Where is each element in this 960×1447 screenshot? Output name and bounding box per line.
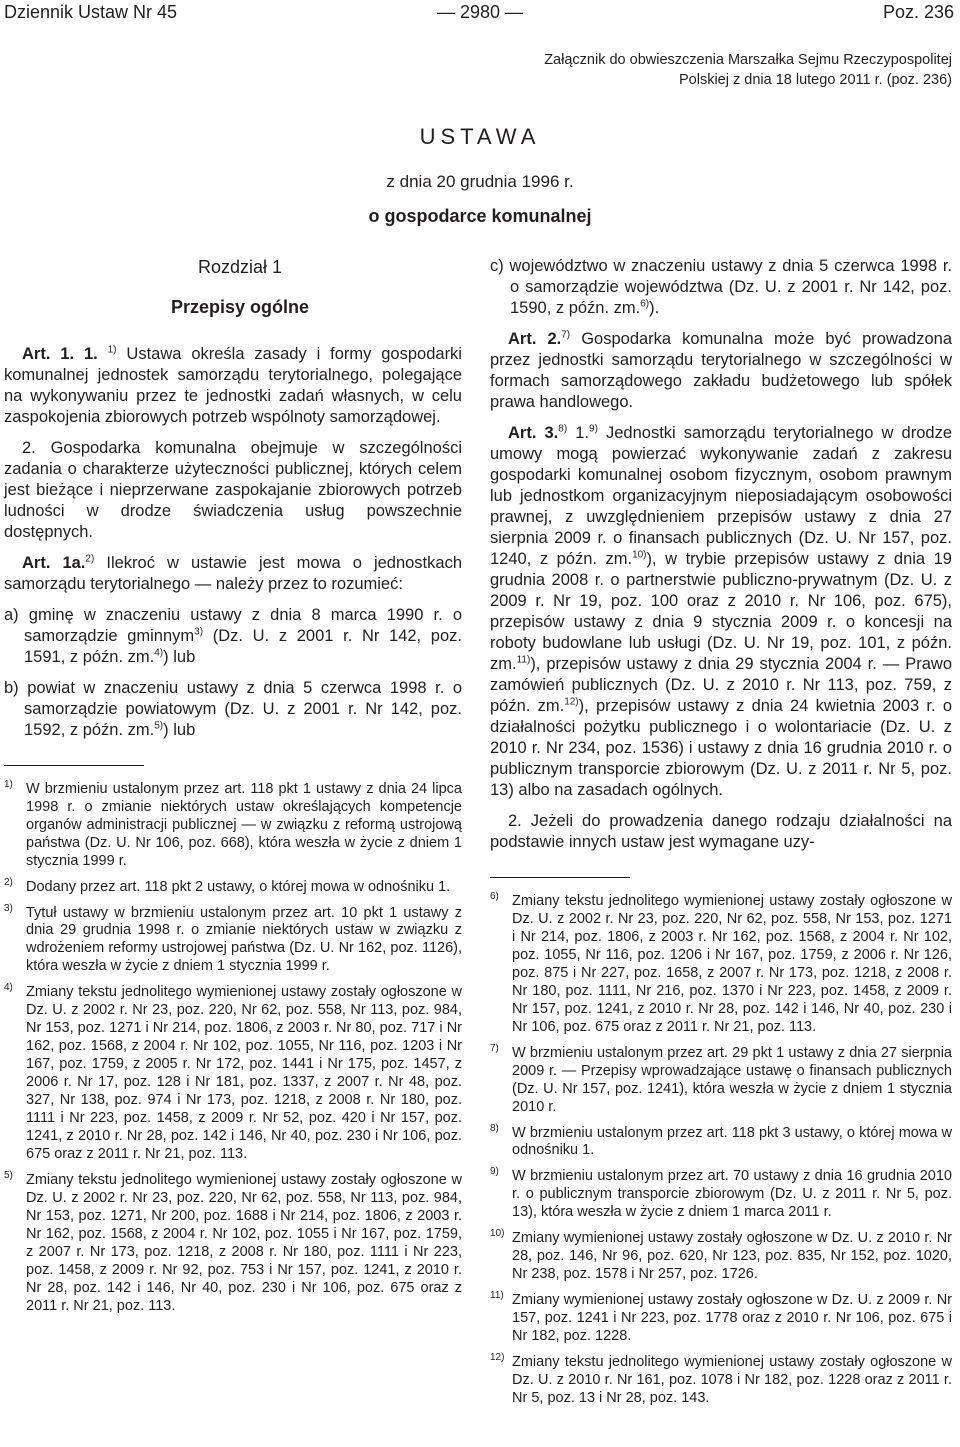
art-3-label: Art. 3.: [508, 424, 559, 442]
footnote: [490, 888, 952, 1036]
footnote-text: Zmiany tekstu jednolitego wymienionej ustawy zostały ogłoszone w Dz. U. z 2002 r. Nr 23, poz. 220, Nr 62, poz. 558, Nr 113, poz. 984, Nr 153, poz. 1271 i Nr 214, poz. 1806, z 2003 r. Nr 80, poz. 717 i Nr 162, poz. 1568, z 2004 r. Nr 102, poz. 1055, Nr 116, poz. 1203 i Nr 167, poz. 1759, z 2005 r. Nr 172, poz. 1441 i Nr 175, poz. 1457, z 2006 r. Nr 17, poz. 128 i Nr 181, poz. 1337, z 2007 r. Nr 48, poz. 327, Nr 138, poz. 974 i Nr 173, poz. 1218, z 2008 r. Nr 180, poz. 1111 i Nr 223, poz. 1458, z 2009 r. Nr 52, poz. 420 i Nr 157, poz. 1241, z 2010 r. Nr 28, poz. 142 i 146, Nr 40, poz. 230 i Nr 106, poz. 675 oraz z 2011 r. Nr 21, poz. 113.: [26, 984, 462, 1163]
act-subject: o gospodarce komunalnej: [368, 206, 592, 226]
footnote-text: Zmiany wymienionej ustawy zostały ogłoszone w Dz. U. z 2010 r. Nr 28, poz. 146, Nr 96, poz. 620, Nr 123, poz. 835, Nr 152, poz. 1020, Nr 238, poz. 1578 i Nr 257, poz. 1726.: [512, 1230, 952, 1283]
footnote-number: 2): [4, 876, 13, 888]
footnote-text: Zmiany tekstu jednolitego wymienionej ustawy zostały ogłoszone w Dz. U. z 2002 r. Nr 23, poz. 220, Nr 62, poz. 558, Nr 113, poz. 984, Nr 153, poz. 1271, Nr 200, poz. 1688 i Nr 214, poz. 1806, z 2003 r. Nr 162, poz. 1568, z 2004 r. Nr 102, poz. 1055 i Nr 167, poz. 1759, z 2007 r. Nr 173, poz. 1218, z 2008 r. Nr 180, poz. 1111 i Nr 223, poz. 1458, z 2009 r. Nr 92, poz. 753 i Nr 157, poz. 1241, z 2010 r. Nr 28, poz. 142 i 146, Nr 40, poz. 230 i Nr 106, poz. 675 oraz z 2011 r. Nr 21, poz. 113.: [26, 1172, 462, 1315]
chapter-number: Rozdział 1: [197, 257, 283, 277]
footnote: [4, 900, 462, 976]
footnote-number: 8): [490, 1122, 499, 1134]
footnote-ref: 6): [640, 298, 650, 310]
footnote-ref: 10): [632, 549, 647, 561]
footnote-number: 3): [4, 902, 13, 914]
footnote-text: W brzmieniu ustalonym przez art. 29 pkt 1 ustawy z dnia 27 sierpnia 2009 r. — Przepisy wprowadzające ustawę o finansach publicznych (Dz. U. Nr 157, poz. 1241), która weszła w życie z dniem 1 stycznia 2010 r.: [512, 1044, 952, 1115]
item-a-text: a) gminę w znaczeniu ustawy z dnia 8 marca 1990 r. o samorządzie gminnym: [4, 606, 462, 645]
art-3-text: Jednostki samorządu terytorialnego w drodze umowy mogą powierzać wykonywanie zadań z zakresu gospodarki komunalnej osobom fizycznym, osobom prawnym lub jednostkom organizacyjnym nieposiadającym osobowości prawnej, z uwzględnieniem przepisów ustawy z dnia 27 sierpnia 2009 r. o finansach publicznych (Dz. U. Nr 157, poz. 1240, z późn. zm.: [490, 424, 952, 568]
art-3-paragraph-2: 2. Jeżeli do prowadzenia danego rodzaju działalności na podstawie innych ustaw jest wymagane uzy-: [490, 812, 952, 851]
footnote-number: 9): [490, 1166, 499, 1178]
art-2-label: Art. 2.: [508, 330, 562, 348]
footnote-text: Zmiany wymienionej ustawy zostały ogłoszone w Dz. U. z 2009 r. Nr 157, poz. 1241 i Nr 223, poz. 1778 oraz z 2010 r. Nr 106, poz. 675 i Nr 182, poz. 1228.: [512, 1291, 952, 1344]
footnote-ref: 5): [154, 720, 164, 732]
item-b: [4, 678, 462, 741]
item-b-end: ) lub: [163, 721, 196, 739]
footnote: [490, 1040, 952, 1116]
art-1a-paragraph: [4, 553, 462, 595]
footnote-ref: 8): [558, 423, 568, 435]
footnote-text: Zmiany tekstu jednolitego wymienionej ustawy zostały ogłoszone w Dz. U. z 2002 r. Nr 23, poz. 220, Nr 62, poz. 558, Nr 153, poz. 1271 i Nr 214, poz. 1806, z 2003 r. Nr 162, poz. 1568, z 2004 r. Nr 102, poz. 1055, Nr 116, poz. 1206 i Nr 167, poz. 1759, z 2006 r. Nr 126, poz. 875 i Nr 227, poz. 1658, z 2007 r. Nr 173, poz. 1218, z 2008 r. Nr 180, poz. 1111, Nr 216, poz. 1370 i Nr 223, poz. 1458, z 2009 r. Nr 157, poz. 1241, z 2010 r. Nr 28, poz. 142 i 146, Nr 40, poz. 230 i Nr 106, poz. 675 oraz z 2011 r. Nr 21, poz. 113.: [512, 892, 952, 1035]
right-column: [490, 256, 952, 1411]
footnote-ref: 4): [154, 647, 164, 659]
item-a: [4, 605, 462, 668]
footnote-number: 5): [4, 1170, 13, 1182]
annex-line-2: Polskiej z dnia 18 lutego 2011 r. (poz. 236): [679, 72, 952, 88]
footnote-text: Tytuł ustawy w brzmieniu ustalonym przez art. 10 pkt 1 ustawy z dnia 29 grudnia 1998 r. o zmianie niektórych ustaw w związku z wdrożeniem reformy ustrojowej państwa (Dz. U. Nr 162, poz. 1126), która weszła w życie z dniem 1 stycznia 1999 r.: [26, 904, 462, 975]
item-b-text: b) powiat w znaczeniu ustawy z dnia 5 czerwca 1998 r. o samorządzie powiatowym (Dz. U. z 2001 r. Nr 142, poz. 1592, z późn. zm.: [4, 679, 462, 739]
annex-line-1: Załącznik do obwieszczenia Marszałka Sejmu Rzeczypospolitej: [544, 52, 952, 68]
art-2-text: Gospodarka komunalna może być prowadzona przez jednostki samorządu terytorialnego w szczególności w formach samorządowego zakładu budżetowego lub spółek prawa handlowego.: [490, 330, 953, 411]
footnote-number: 1): [4, 779, 13, 790]
position-number: Poz. 236: [882, 2, 954, 22]
art-3-text-2: ), w trybie przepisów ustawy z dnia 19 grudnia 2008 r. o partnerstwie publiczno-prywatnym (Dz. U. z 2009 r. Nr 19, poz. 100 oraz z 2010 r. Nr 106, poz. 675), przepisów ustawy z dnia 9 stycznia 2009 r. o koncesji na roboty budowlane lub usługi (Dz. U. Nr 19, poz. 101, z późn. zm.: [490, 550, 952, 673]
footnote-number: 7): [490, 1042, 499, 1054]
footnote-ref: 2): [85, 553, 95, 565]
footnote-text: W brzmieniu ustalonym przez art. 70 ustawy z dnia 16 grudnia 2010 r. o publicznym transporcie zbiorowym (Dz. U. z 2011 r. Nr 5, poz. 13), która weszła w życie z dniem 1 marca 2011 r.: [512, 1168, 952, 1221]
art-1-text: Ustawa określa zasady i formy gospodarki komunalnej jednostek samorządu terytorialnego, polegające na wykonywaniu przez te jednostki zadań własnych, w celu zaspokojenia zbiorowych potrzeb wspólnoty samorządowej.: [4, 345, 462, 426]
item-a-end: ) lub: [163, 648, 196, 666]
art-1a-text: Ilekroć w ustawie jest mowa o jednostkach samorządu terytorialnego — należy przez to rozumieć:: [4, 554, 462, 593]
footnote: [490, 1225, 952, 1283]
footnote: [4, 874, 462, 896]
left-column: [4, 344, 462, 1319]
footnote-number: 4): [4, 982, 13, 994]
art-1-paragraph-2: 2. Gospodarka komunalna obejmuje w szczególności zadania o charakterze użyteczności publicznej, których celem jest bieżące i nieprzerwane zaspokajanie zbiorowych potrzeb ludności w drodze świadczenia usług powszechnie dostępnych.: [4, 439, 462, 541]
art-1-paragraph-1: [4, 344, 462, 428]
item-c: [490, 256, 952, 319]
art-3-paragraph-1: [490, 423, 952, 801]
art-3-number: 1.: [567, 424, 590, 442]
page-header: [0, 2, 960, 28]
act-title: USTAWA: [419, 124, 541, 149]
item-c-text: c) województwo w znaczeniu ustawy z dnia 5 czerwca 1998 r. o samorządzie województwa (Dz. U. z 2001 r. Nr 142, poz. 1590, z późn. zm.: [490, 257, 952, 317]
footnotes-right: [490, 888, 952, 1407]
footnote: [490, 1120, 952, 1160]
art-2-paragraph: [490, 329, 952, 413]
art-1-label: Art. 1. 1.: [22, 345, 98, 363]
footnote-ref: 3): [194, 626, 204, 638]
footnote-text: W brzmieniu ustalonym przez art. 118 pkt 3 ustawy, o której mowa w odnośniku 1.: [512, 1124, 952, 1159]
footnote-ref: 7): [561, 329, 571, 341]
chapter-name: Przepisy ogólne: [170, 297, 310, 317]
journal-title: Dziennik Ustaw Nr 45: [4, 2, 178, 22]
footnote-ref: 1): [107, 344, 117, 356]
footnote-ref: 12): [564, 696, 579, 708]
footnote-number: 10): [490, 1228, 505, 1240]
footnote-ref: 9): [589, 423, 598, 435]
art-1a-label: Art. 1a.: [22, 554, 86, 572]
footnotes-left: [4, 776, 462, 1315]
footnote-ref: 11): [516, 654, 531, 666]
annex-note: [392, 50, 952, 90]
act-date: z dnia 20 grudnia 1996 r.: [386, 172, 574, 191]
footnote: [490, 1287, 952, 1345]
item-c-end: ).: [649, 299, 660, 317]
footnote: [4, 1167, 462, 1315]
art-3-text-3: ), przepisów ustawy z dnia 29 stycznia 2004 r. — Prawo zamówień publicznych (Dz. U. z 2010 r. Nr 113, poz. 759, z późn. zm.: [490, 655, 952, 715]
footnote-divider: [490, 877, 630, 878]
art-3-text-4: ), przepisów ustawy z dnia 24 kwietnia 2003 r. o działalności pożytku publicznego i o wolontariacie (Dz. U. z 2010 r. Nr 234, poz. 1536) i ustawy z dnia 16 grudnia 2010 r. o publicznym transporcie zbiorowym (Dz. U. z 2011 r. Nr 5, poz. 13) albo na zasadach ogólnych.: [490, 697, 952, 799]
footnote: [490, 1163, 952, 1221]
footnote: [4, 776, 462, 870]
footnote-divider: [4, 765, 144, 766]
footnote: [490, 1349, 952, 1407]
item-a-text-2: (Dz. U. z 2001 r. Nr 142, poz. 1591, z późn. zm.: [24, 627, 462, 666]
footnote-number: 12): [490, 1351, 505, 1363]
footnote-text: Dodany przez art. 118 pkt 2 ustawy, o której mowa w odnośniku 1.: [26, 878, 451, 895]
footnote-number: 6): [490, 891, 499, 902]
footnote-text: W brzmieniu ustalonym przez art. 118 pkt 1 ustawy z dnia 24 lipca 1998 r. o zmianie niektórych ustaw określających kompetencje organów administracji publicznej — w związku z reformą ustrojową państwa (Dz. U. Nr 106, poz. 668), która weszła w życie z dniem 1 stycznia 1999 r.: [26, 780, 462, 869]
page-number: — 2980 —: [436, 2, 524, 22]
footnote-text: Zmiany tekstu jednolitego wymienionej ustawy zostały ogłoszone w Dz. U. z 2010 r. Nr 161, poz. 1078 i Nr 182, poz. 1228 oraz z 2011 r. Nr 5, poz. 13 i Nr 28, poz. 143.: [512, 1353, 952, 1406]
footnote: [4, 979, 462, 1163]
footnote-number: 11): [490, 1290, 504, 1302]
